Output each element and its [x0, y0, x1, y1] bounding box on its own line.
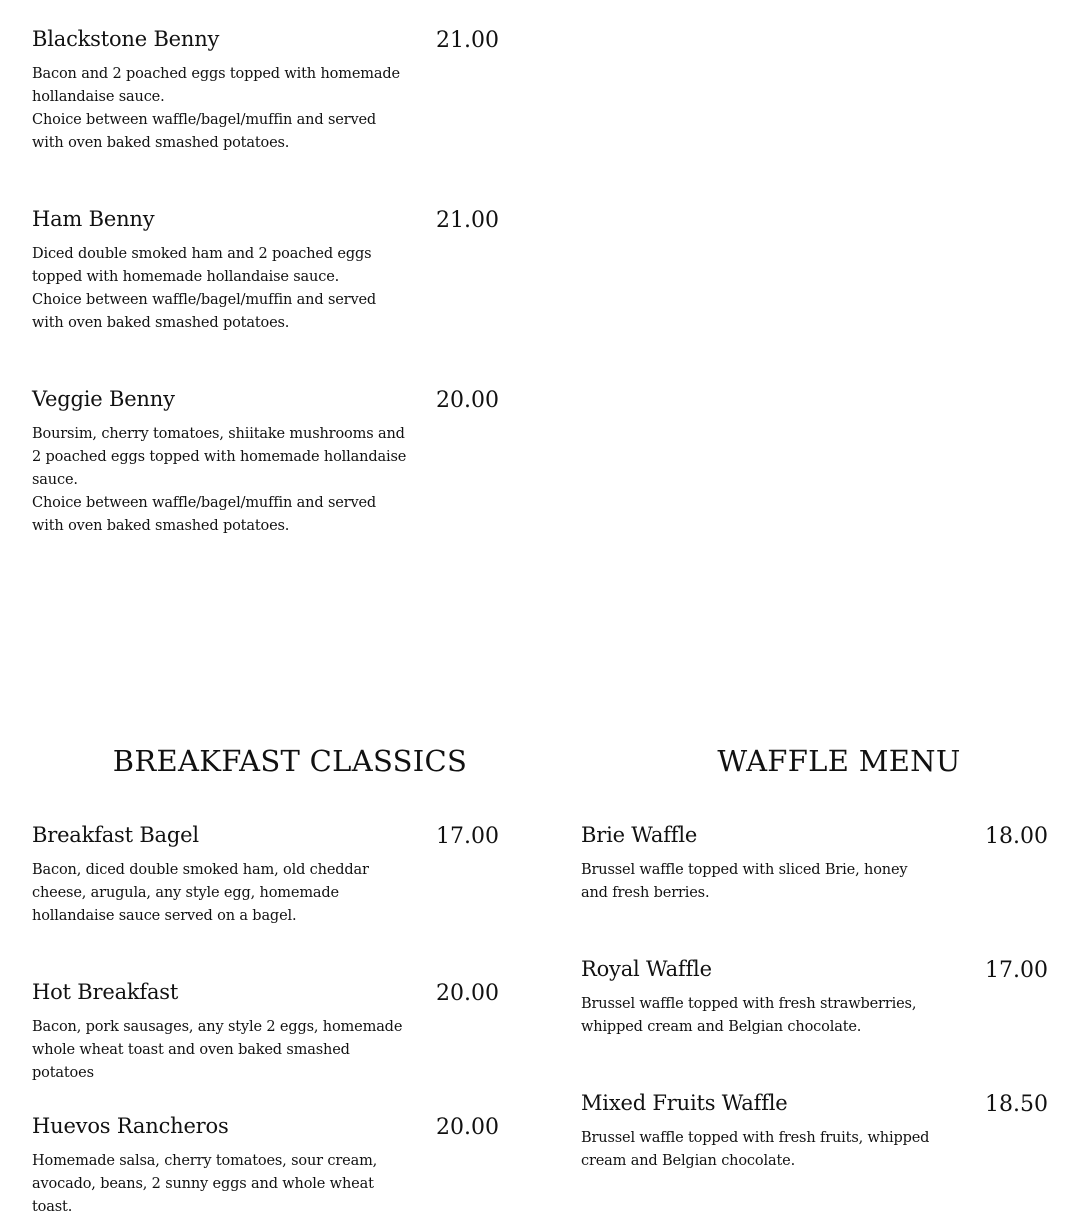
- item-price: 20.00: [436, 1115, 499, 1140]
- item-description: [32, 243, 407, 335]
- item-description-line: Bacon, diced double smoked ham, old cheddar cheese, arugula, any style egg, homemade hollandaise sauce served on a bagel.: [32, 862, 369, 924]
- item-price: 17.00: [436, 824, 499, 849]
- item-price: 20.00: [436, 981, 499, 1006]
- item-description-line: Choice between waffle/bagel/muffin and served with oven baked smashed potatoes.: [32, 292, 377, 331]
- item-description-line: Brussel waffle topped with fresh fruits, whipped cream and Belgian chocolate.: [581, 1130, 930, 1169]
- item-name: Brie Waffle: [581, 823, 698, 847]
- item-name: Veggie Benny: [32, 387, 175, 411]
- item-description: [581, 1127, 931, 1173]
- item-description-line: Bacon, pork sausages, any style 2 eggs, homemade whole wheat toast and oven baked smashed potatoes: [32, 1019, 403, 1081]
- item-description-line: Homemade salsa, cherry tomatoes, sour cream, avocado, beans, 2 sunny eggs and whole wheat toast.: [32, 1153, 378, 1215]
- item-price: 21.00: [436, 28, 499, 53]
- item-description-line: Diced double smoked ham and 2 poached eggs topped with homemade hollandaise sauce.: [32, 246, 372, 285]
- item-name: Hot Breakfast: [32, 980, 179, 1004]
- item-description: [32, 423, 407, 538]
- item-description: [32, 1016, 407, 1085]
- item-price: 17.00: [985, 958, 1048, 983]
- item-description-line: Brussel waffle topped with fresh strawberries, whipped cream and Belgian chocolate.: [581, 996, 917, 1035]
- item-description: [32, 1150, 407, 1219]
- item-name: Blackstone Benny: [32, 27, 220, 51]
- item-name: Breakfast Bagel: [32, 823, 199, 847]
- item-price: 21.00: [436, 208, 499, 233]
- item-price: 18.50: [985, 1092, 1048, 1117]
- item-description-line: Choice between waffle/bagel/muffin and served with oven baked smashed potatoes.: [32, 495, 377, 534]
- item-description: [581, 859, 931, 905]
- item-description-line: Boursim, cherry tomatoes, shiitake mushrooms and 2 poached eggs topped with homemade hollandaise sauce.: [32, 426, 407, 488]
- item-description-line: Brussel waffle topped with sliced Brie, honey and fresh berries.: [581, 862, 908, 901]
- item-description-line: Bacon and 2 poached eggs topped with homemade hollandaise sauce.: [32, 66, 400, 105]
- item-name: Mixed Fruits Waffle: [581, 1091, 788, 1115]
- item-description: [581, 993, 931, 1039]
- item-name: Royal Waffle: [581, 957, 712, 981]
- item-name: Huevos Rancheros: [32, 1114, 229, 1138]
- section-title-breakfast-classics: BREAKFAST CLASSICS: [112, 744, 468, 778]
- section-title-waffle-menu: WAFFLE MENU: [717, 744, 961, 778]
- item-price: 20.00: [436, 388, 499, 413]
- item-name: Ham Benny: [32, 207, 155, 231]
- item-description: [32, 859, 407, 928]
- item-description-line: Choice between waffle/bagel/muffin and served with oven baked smashed potatoes.: [32, 112, 377, 151]
- item-description: [32, 63, 407, 155]
- item-price: 18.00: [985, 824, 1048, 849]
